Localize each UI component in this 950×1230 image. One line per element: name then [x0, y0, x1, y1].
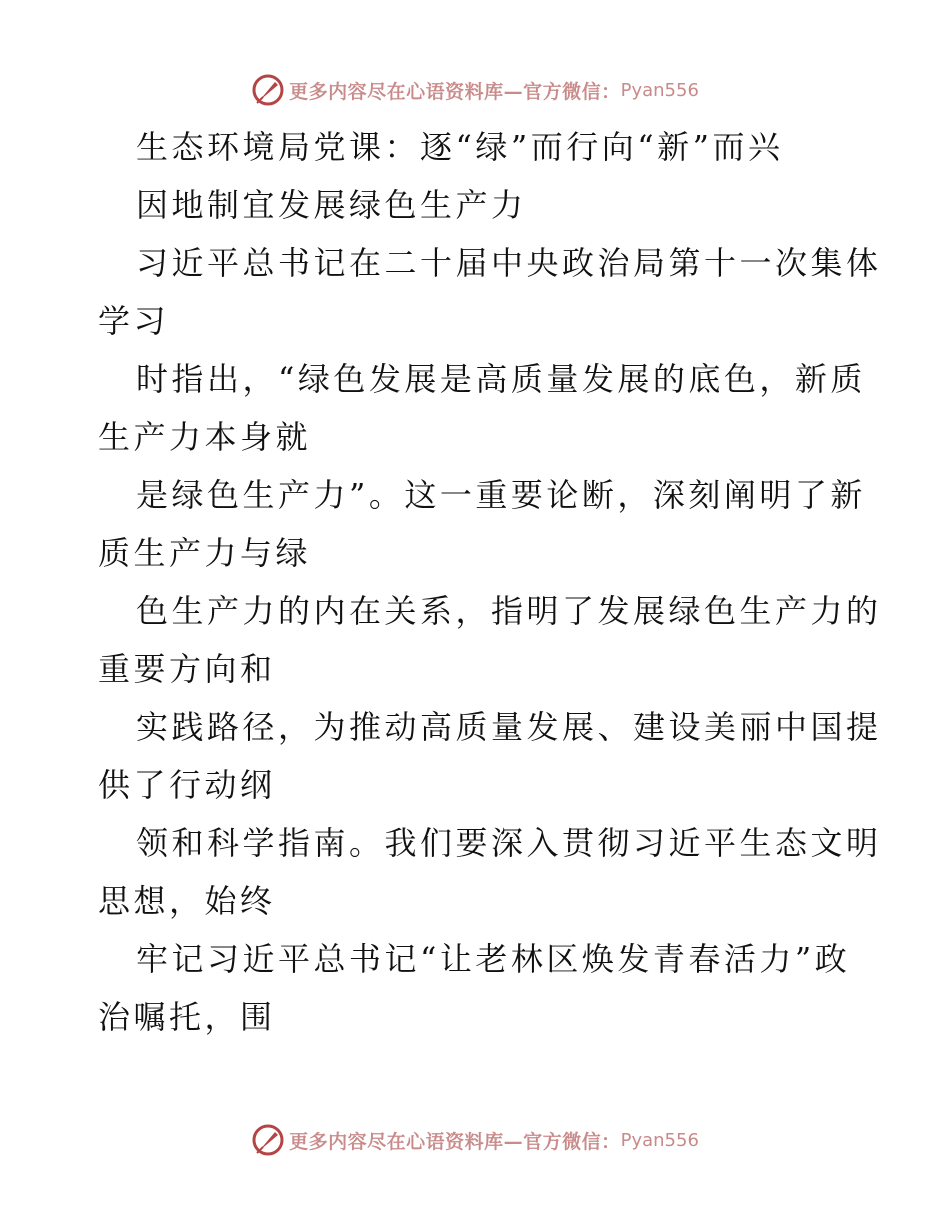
footer-wechat-id: Pyan556 — [620, 1129, 699, 1151]
doc-line: 是绿色生产力”。这一重要论断，深刻阐明了新 — [136, 476, 866, 514]
doc-line: 生态环境局党课：逐“绿”而行向“新”而兴 — [136, 128, 784, 166]
doc-line: 牢记习近平总书记“让老林区焕发青春活力”政 — [136, 940, 851, 978]
doc-line: 领和科学指南。我们要深入贯彻习近平生态文明 — [136, 824, 882, 862]
header-promo-text: 更多内容尽在心语资料库—官方微信： — [289, 80, 621, 103]
doc-line: 质生产力与绿 — [98, 534, 312, 572]
doc-line: 学习 — [98, 302, 170, 340]
doc-line: 治嘱托，围 — [98, 998, 276, 1036]
quill-logo-icon — [251, 73, 285, 107]
doc-line: 因地制宜发展绿色生产力 — [136, 186, 527, 224]
doc-line: 重要方向和 — [98, 650, 276, 688]
doc-line: 习近平总书记在二十届中央政治局第十一次集体 — [136, 244, 882, 282]
doc-line: 实践路径，为推动高质量发展、建设美丽中国提 — [136, 708, 882, 746]
header-wechat-id: Pyan556 — [620, 79, 699, 101]
footer-banner — [0, 1120, 950, 1160]
footer-promo-text: 更多内容尽在心语资料库—官方微信： — [289, 1130, 621, 1153]
doc-line: 生产力本身就 — [98, 418, 312, 456]
header-banner — [0, 70, 950, 110]
doc-line: 色生产力的内在关系，指明了发展绿色生产力的 — [136, 592, 882, 630]
document-body — [98, 118, 882, 1046]
doc-line: 思想，始终 — [98, 882, 276, 920]
doc-line: 时指出，“绿色发展是高质量发展的底色，新质 — [136, 360, 866, 398]
doc-line: 供了行动纲 — [98, 766, 276, 804]
quill-logo-icon — [251, 1123, 285, 1157]
